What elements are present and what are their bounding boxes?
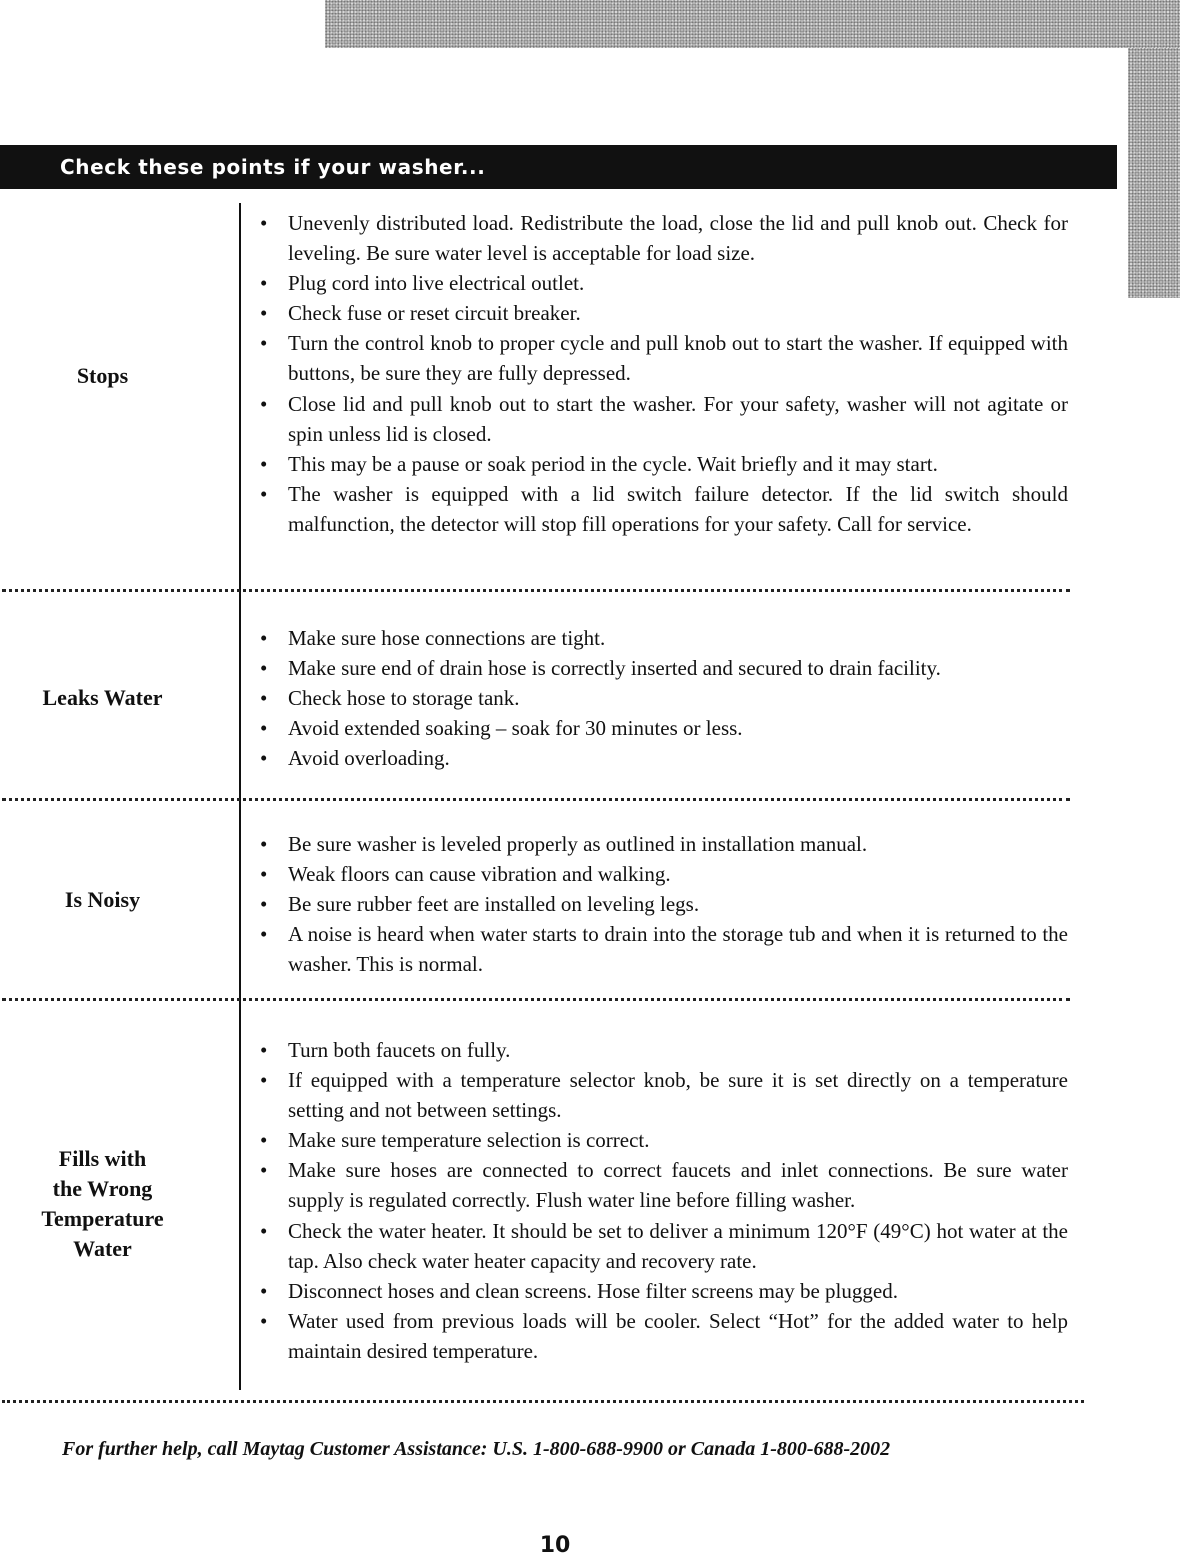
tip-item: • Check hose to storage tank. [258, 683, 1068, 713]
dotted-separator [2, 998, 1070, 1001]
problem-label-line: Water [73, 1236, 132, 1261]
column-divider [239, 203, 241, 1390]
section-header: Check these points if your washer... [0, 145, 1117, 189]
tip-item: • Be sure rubber feet are installed on leveling legs. [258, 889, 1068, 919]
problem-label-line: Stops [76, 363, 129, 388]
halftone-tab-top [325, 0, 1180, 48]
problem-label-is-noisy [0, 885, 205, 915]
tip-item: • A noise is heard when water starts to drain into the storage tub and when it is returned to the washer. This is normal. [258, 919, 1068, 979]
problem-label-leaks-water [0, 683, 205, 713]
tip-item: • Close lid and pull knob out to start the washer. For your safety, washer will not agitate or spin unless lid is closed. [258, 389, 1068, 449]
customer-assistance-note: For further help, call Maytag Customer Assistance: U.S. 1-800-688-9900 or Canada 1-800-688-2002 [62, 1438, 891, 1460]
problem-label-wrong-temperature [0, 1144, 205, 1264]
problem-label-line: Fills with [58, 1146, 147, 1171]
tip-item: • Make sure hose connections are tight. [258, 623, 1068, 653]
tip-item: • Check the water heater. It should be set to deliver a minimum 120°F (49°C) hot water at the tap. Also check water heater capacity and recovery rate. [258, 1216, 1068, 1276]
tips-list-stops [258, 208, 1068, 539]
halftone-tab-side [1128, 48, 1180, 298]
tip-item: • This may be a pause or soak period in the cycle. Wait briefly and it may start. [258, 449, 1068, 479]
tip-item: • Be sure washer is leveled properly as outlined in installation manual. [258, 829, 1068, 859]
tip-item: • If equipped with a temperature selector knob, be sure it is set directly on a temperature setting and not between settings. [258, 1065, 1068, 1125]
tips-list-leaks-water [258, 623, 1068, 773]
tips-list-wrong-temperature [258, 1035, 1068, 1366]
tip-item: • Unevenly distributed load. Redistribute the load, close the lid and pull knob out. Check for leveling. Be sure water level is acceptable for load size. [258, 208, 1068, 268]
tip-item: • Water used from previous loads will be cooler. Select “Hot” for the added water to help maintain desired temperature. [258, 1306, 1068, 1366]
tip-item: • Avoid overloading. [258, 743, 1068, 773]
tip-item: • Disconnect hoses and clean screens. Hose filter screens may be plugged. [258, 1276, 1068, 1306]
tip-item: • Plug cord into live electrical outlet. [258, 268, 1068, 298]
dotted-separator [2, 1400, 1084, 1403]
tip-item: • Avoid extended soaking – soak for 30 minutes or less. [258, 713, 1068, 743]
tip-item: • Make sure temperature selection is correct. [258, 1125, 1068, 1155]
dotted-separator [2, 798, 1070, 801]
problem-label-stops [0, 361, 205, 391]
page-number: 10 [539, 1533, 571, 1558]
tip-item: • The washer is equipped with a lid switch failure detector. If the lid switch should malfunction, the detector will stop fill operations for your safety. Call for service. [258, 479, 1068, 539]
problem-label-line: Is Noisy [64, 887, 141, 912]
problem-label-line: Leaks Water [42, 685, 163, 710]
problem-label-line: Temperature [41, 1206, 164, 1231]
tip-item: • Check fuse or reset circuit breaker. [258, 298, 1068, 328]
tip-item: • Weak floors can cause vibration and walking. [258, 859, 1068, 889]
tip-item: • Make sure end of drain hose is correctly inserted and secured to drain facility. [258, 653, 1068, 683]
tip-item: • Turn the control knob to proper cycle and pull knob out to start the washer. If equipped with buttons, be sure they are fully depressed. [258, 328, 1068, 388]
dotted-separator [2, 589, 1070, 592]
tips-list-is-noisy [258, 829, 1068, 979]
problem-label-line: the Wrong [52, 1176, 153, 1201]
tip-item: • Turn both faucets on fully. [258, 1035, 1068, 1065]
tip-item: • Make sure hoses are connected to correct faucets and inlet connections. Be sure water supply is regulated correctly. Flush water line before filling washer. [258, 1155, 1068, 1215]
